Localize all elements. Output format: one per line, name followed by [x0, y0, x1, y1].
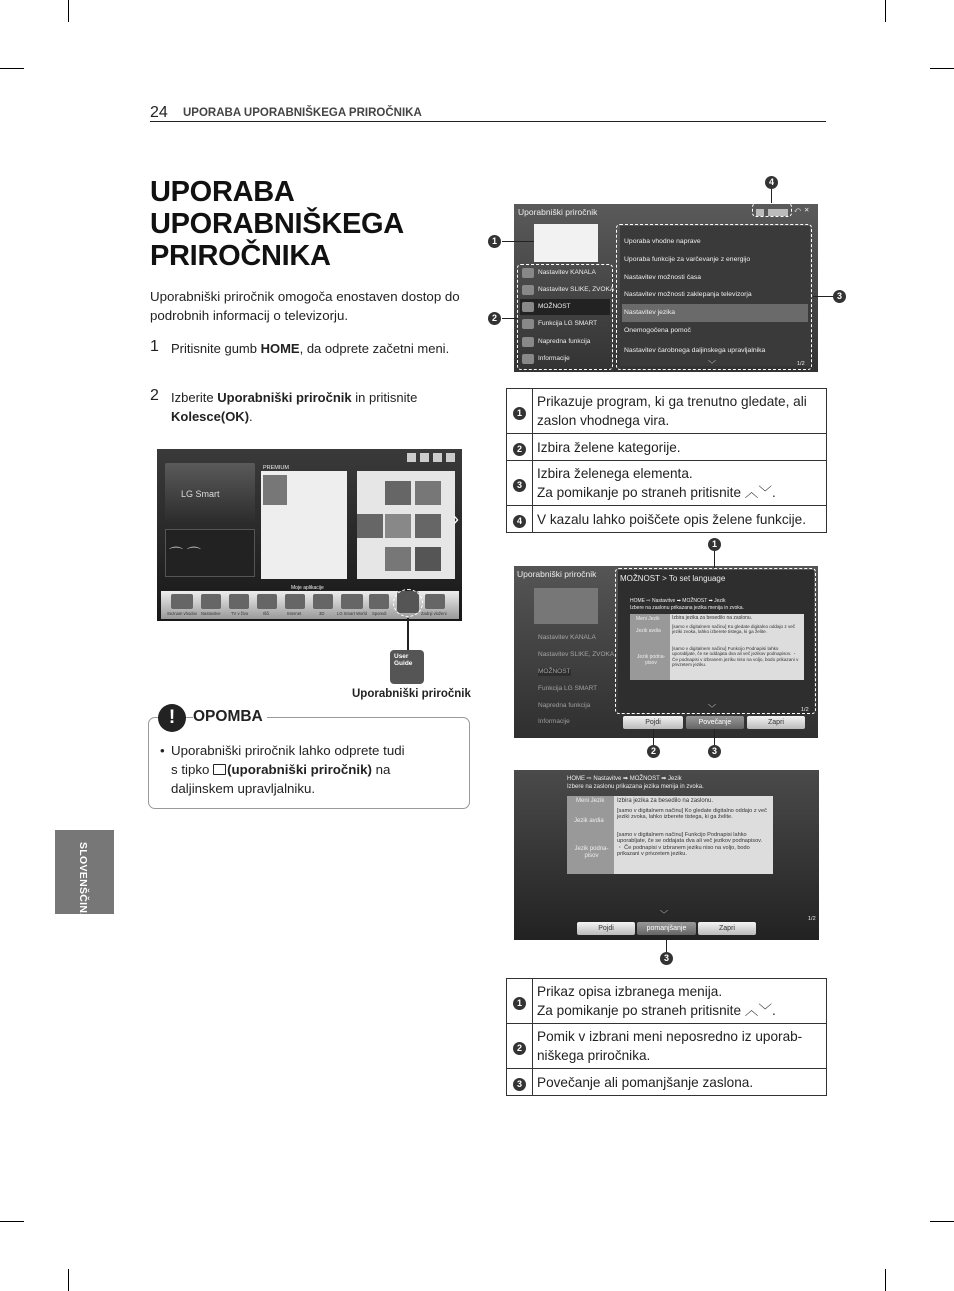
page-indicator: 1/2: [797, 361, 805, 367]
app-label: Sporedi: [372, 611, 387, 616]
chevron-down-icon[interactable]: ﹀: [660, 910, 668, 919]
marker-2: 2: [488, 312, 501, 325]
category-item-selected[interactable]: MOŽNOST: [520, 299, 610, 315]
app-label: Zadnji vloženi: [421, 611, 447, 616]
warning-icon: !: [158, 704, 186, 732]
guide-item[interactable]: Nastavitev možnosti časa: [624, 274, 702, 281]
page-number: 24: [150, 104, 168, 121]
category-item[interactable]: Nastavitev SLIKE, ZVOKA: [520, 282, 610, 298]
app-label: TV v živo: [231, 611, 249, 616]
crop-mark: [885, 1269, 886, 1291]
crop-mark: [930, 1221, 954, 1222]
go-button[interactable]: Pojdi: [623, 716, 683, 729]
category-item[interactable]: Informacije: [520, 351, 610, 367]
app-label: LG Smart World: [337, 611, 367, 616]
guide-item[interactable]: Uporaba funkcije za varčevanje z energijo: [624, 256, 751, 263]
guide-item[interactable]: Nastavitev možnosti zaklepanja televizorja: [624, 291, 752, 298]
zoom-in-button[interactable]: Povečanje: [686, 716, 744, 729]
intro-paragraph: Uporabniški priročnik omogoča enostaven dostop do podrobnih informacij o televizorju.: [150, 289, 460, 323]
guide-item-selected[interactable]: Nastavitev jezika: [622, 304, 808, 322]
step-2: 2 Izberite Uporabniški priročnik in pritisnite Kolesce(OK).: [150, 387, 418, 424]
marker-1: 1: [488, 235, 501, 248]
step-1: 1 Pritisnite gumb HOME, da odprete začetni meni.: [150, 338, 450, 356]
app-label: Išči: [263, 611, 270, 616]
guide-item[interactable]: Uporaba vhodne naprave: [624, 238, 701, 245]
app-label: 3D: [319, 611, 325, 616]
marker-1: 1: [708, 538, 721, 551]
marker-2: 2: [647, 745, 660, 758]
note-body: • Uporabniški priročnik lahko odprete tudi s tipko (uporabniški priročnik) na daljinskem upravljalniku.: [160, 743, 405, 796]
guide-highlight: [393, 589, 423, 617]
marker-3: 3: [660, 952, 673, 965]
crop-mark: [0, 1221, 24, 1222]
language-side-tab: SLOVENŠČINA: [55, 830, 114, 914]
manual-book-icon: [213, 764, 226, 775]
app-label: Seznam vhodov: [167, 611, 198, 616]
crop-mark: [0, 68, 24, 69]
category-item[interactable]: Napredna funkcija: [520, 334, 610, 350]
index-highlight: [752, 203, 792, 217]
guide-title: Uporabniški priročnik: [518, 207, 598, 217]
callout-line: [407, 618, 409, 651]
legend-table-2: 1 Prikaz opisa izbranega menija. Za pomikanje po straneh pritisnite ︿﹀. 2 Pomik v izbrani meni neposredno iz uporab- niškega priročnika. 3 Povečanje ali pomanjšanje zaslona.: [506, 978, 827, 1096]
category-item[interactable]: Nastavitev KANALA: [520, 265, 610, 281]
category-highlight: [517, 264, 613, 370]
guide-item[interactable]: Nastavitev čarobnega daljinskega upravljalnika: [624, 347, 766, 354]
user-guide-screenshot-3: HOME ⇨ Nastavitve ➡ MOŽNOST ➡ Jezik Izbere na zaslonu prikazana jezika menija in zvoka. Meni Jezik Izbira jezika za besedilo na zaslonu. Jezik avdia [samo v digitalnem načinu] Ko gledate digitalno oddajo z več jeziki zvoka, lahko izberete tistega, ki ga želite. Jezik podna-pisov [samo v digitalnem načinu] Funkcijo Podnapisi lahko uporabljate, če se oddajata dva ali več jezikov podnapisov. ・ Če podnapisi v izbranem jeziku niso na voljo, bodo prikazani v privzetem jeziku. 1/2 ﹀: [514, 770, 819, 940]
category-item[interactable]: Funkcija LG SMART: [520, 316, 610, 332]
user-guide-screenshot-1: Uporabniški priročnik ⤺ ✕: [514, 204, 818, 372]
tv-home-screenshot: LG Smart ⌒ ⌒ PREMIUM › Moje aplikacije Seznam vhodov Nastavitve TV v živo Išči Internet 3D LG Smart World Sporedi Zadnji vloženi: [157, 449, 462, 621]
chevron-down-icon[interactable]: ﹀: [708, 360, 716, 369]
items-highlight: [616, 224, 812, 370]
note-title: OPOMBA: [193, 708, 267, 726]
my-apps-label: Moje aplikacije: [291, 585, 324, 591]
running-header: UPORABA UPORABNIŠKEGA PRIROČNIKA: [183, 107, 422, 119]
zoom-out-button[interactable]: pomanjšanje: [637, 922, 696, 935]
guide-item[interactable]: Onemogočena pomoč: [624, 327, 691, 334]
page-title: UPORABA UPORABNIŠKEGA PRIROČNIKA: [150, 176, 404, 272]
crop-mark: [930, 68, 954, 69]
crop-mark: [68, 1269, 69, 1291]
close-button[interactable]: Zapri: [747, 716, 805, 729]
close-button[interactable]: Zapri: [698, 922, 756, 935]
guide-title: Uporabniški priročnik: [517, 569, 597, 579]
legend-table-1: 1 Prikazuje program, ki ga trenutno gledate, ali zaslon vhodnega vira. 2 Izbira želene kategorije. 3 Izbira želenega elementa. Za pomikanje po straneh pritisnite ︿﹀. 4 V kazalu lahko poiščete opis želene funkcije.: [506, 388, 827, 533]
go-button[interactable]: Pojdi: [577, 922, 635, 935]
premium-label: PREMIUM: [263, 465, 289, 471]
header-rule: [150, 121, 826, 122]
app-label: Internet: [287, 611, 302, 616]
marker-3: 3: [833, 290, 846, 303]
app-label: Nastavitve: [201, 611, 221, 616]
crop-mark: [68, 0, 69, 22]
chevron-down-icon[interactable]: ﹀: [708, 704, 716, 713]
marker-4: 4: [765, 176, 778, 189]
lg-smart-logo: LG Smart: [181, 489, 220, 499]
crop-mark: [885, 0, 886, 22]
content-heading: MOŽNOST > To set language: [620, 574, 726, 583]
marker-3: 3: [708, 745, 721, 758]
content-highlight: [615, 568, 816, 714]
user-guide-caption: Uporabniški priročnik: [352, 688, 471, 700]
user-guide-icon: User Guide: [390, 650, 424, 684]
user-guide-screenshot-2: Uporabniški priročnik Nastavitev KANALA Nastavitev SLIKE, ZVOKA MOŽNOST Funkcija LG SMART Napredna funkcija Informacije MOŽNOST > To set language HOME ⇨ Nastavitve ➡ MOŽNOST ➡ Jezik Izbere na zaslonu prikazana jezika menija in zvoka. Meni Jezik Izbira jezika za besedilo na zaslonu. Jezik avdia [samo v digitalnem načinu] Ko gledate digitalno oddajo z več jeziki zvoka, lahko izberete tistega, ki ga želite. Jezik podna-pisov [samo v digitalnem načinu] Funkcijo Podnapisi lahko uporabljate, če se oddajata dva ali več jezikov podnapisov. ・ Če podnapisi v izbranem jeziku niso na voljo, bodo prikazani v privzetem jeziku. 1/2 ﹀: [514, 566, 818, 738]
